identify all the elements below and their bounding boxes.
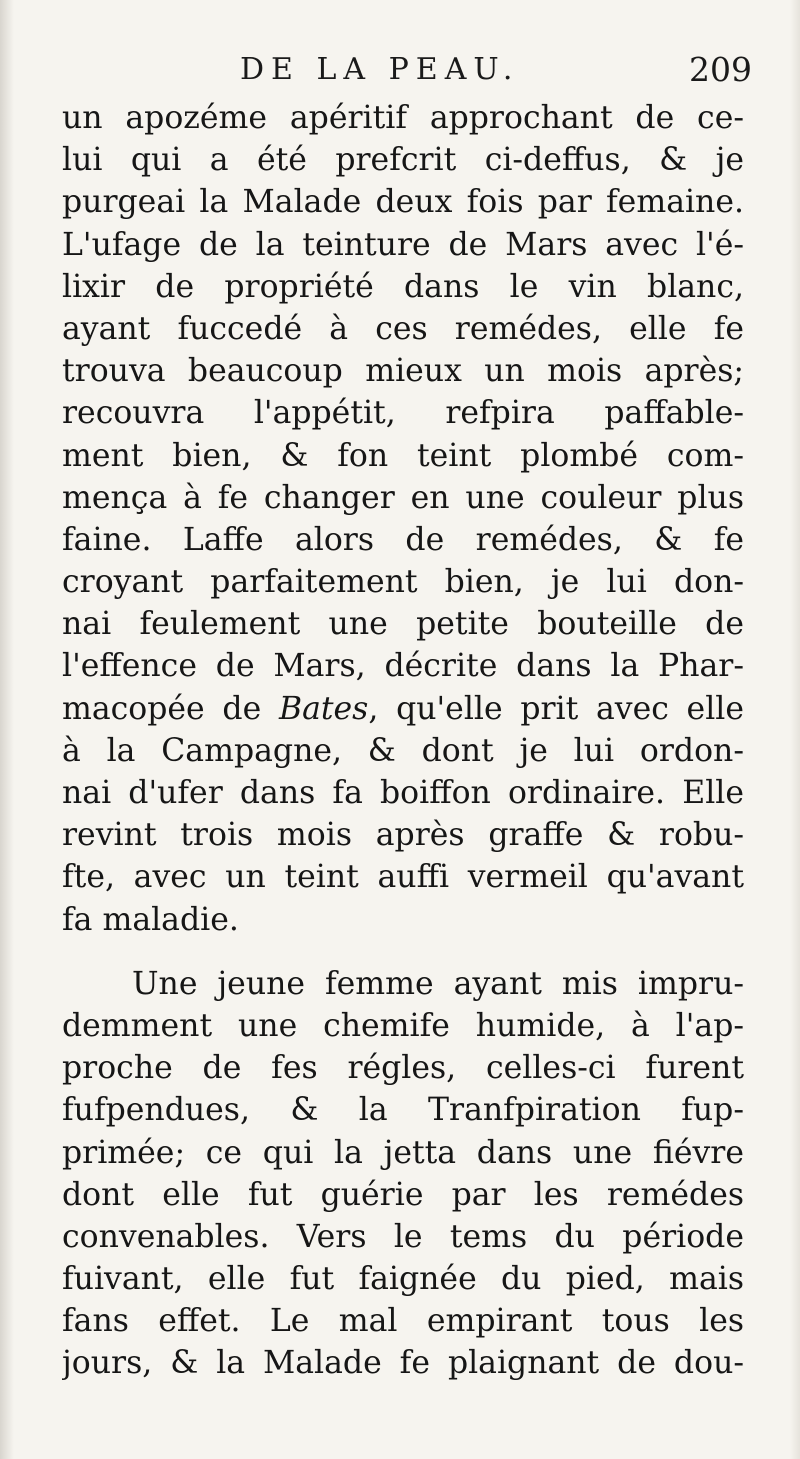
text-line: demment une chemife humide, à l'ap- bbox=[62, 1007, 744, 1044]
paragraph-gap bbox=[62, 941, 744, 963]
text-line: faine. Laffe alors de remédes, & fe bbox=[62, 521, 744, 558]
text-line: L'ufage de la teinture de Mars avec l'é- bbox=[62, 226, 744, 263]
body-text bbox=[62, 97, 744, 1385]
text-line: ayant fuccedé à ces remédes, elle fe bbox=[62, 310, 744, 347]
text-line: fa maladie. bbox=[62, 901, 239, 938]
text-line: fte, avec un teint auffi vermeil qu'avant bbox=[62, 859, 744, 896]
text-line-with-italic bbox=[62, 688, 744, 730]
paragraph-1 bbox=[62, 97, 744, 941]
text-line: Une jeune femme ayant mis impru- bbox=[132, 965, 744, 1002]
text-line: nai d'ufer dans fa boiffon ordinaire. Elle bbox=[62, 775, 744, 811]
text-line: jours, & la Malade fe plaignant de dou- bbox=[62, 1345, 744, 1382]
text-line: proche de fes régles, celles-ci furent bbox=[62, 1050, 744, 1087]
text-line: un apozéme apéritif approchant de ce- bbox=[62, 100, 744, 136]
text-line: lixir de propriété dans le vin blanc, bbox=[62, 268, 744, 305]
text-line: purgeai la Malade deux fois par femaine. bbox=[62, 184, 744, 221]
text-line: revint trois mois après graffe & robu- bbox=[62, 817, 744, 854]
text-line: fans effet. Le mal empirant tous les bbox=[62, 1303, 744, 1340]
text-line: croyant parfaitement bien, je lui don- bbox=[62, 564, 744, 601]
page-number: 209 bbox=[689, 50, 752, 89]
text-line: trouva beaucoup mieux un mois après; bbox=[62, 353, 744, 390]
line-segment: macopée de bbox=[62, 690, 279, 727]
running-head-title: DE LA PEAU. bbox=[240, 52, 520, 87]
text-line: fufpendues, & la Tranfpiration fup- bbox=[62, 1092, 744, 1129]
text-line: recouvra l'appétit, refpira paffable- bbox=[62, 395, 744, 432]
text-line: nai feulement une petite bouteille de bbox=[62, 606, 744, 643]
text-line: primée; ce qui la jetta dans une fiévre bbox=[62, 1134, 744, 1171]
text-line: lui qui a été prefcrit ci-deffus, & je bbox=[62, 142, 744, 179]
italic-name-bates: Bates bbox=[278, 690, 369, 727]
line-segment: , qu'elle prit avec elle bbox=[368, 690, 744, 727]
text-line: ment bien, & fon teint plombé com- bbox=[62, 437, 744, 474]
paragraph-2 bbox=[62, 963, 744, 1385]
text-line: à la Campagne, & dont je lui ordon- bbox=[62, 732, 744, 769]
text-line: l'effence de Mars, décrite dans la Phar- bbox=[62, 648, 744, 685]
text-line: dont elle fut guérie par les remédes bbox=[62, 1176, 744, 1213]
text-line: mença à fe changer en une couleur plus bbox=[62, 479, 744, 516]
text-line: fuivant, elle fut faignée du pied, mais bbox=[62, 1261, 744, 1298]
text-line: convenables. Vers le tems du période bbox=[62, 1218, 744, 1255]
running-head bbox=[62, 52, 758, 100]
